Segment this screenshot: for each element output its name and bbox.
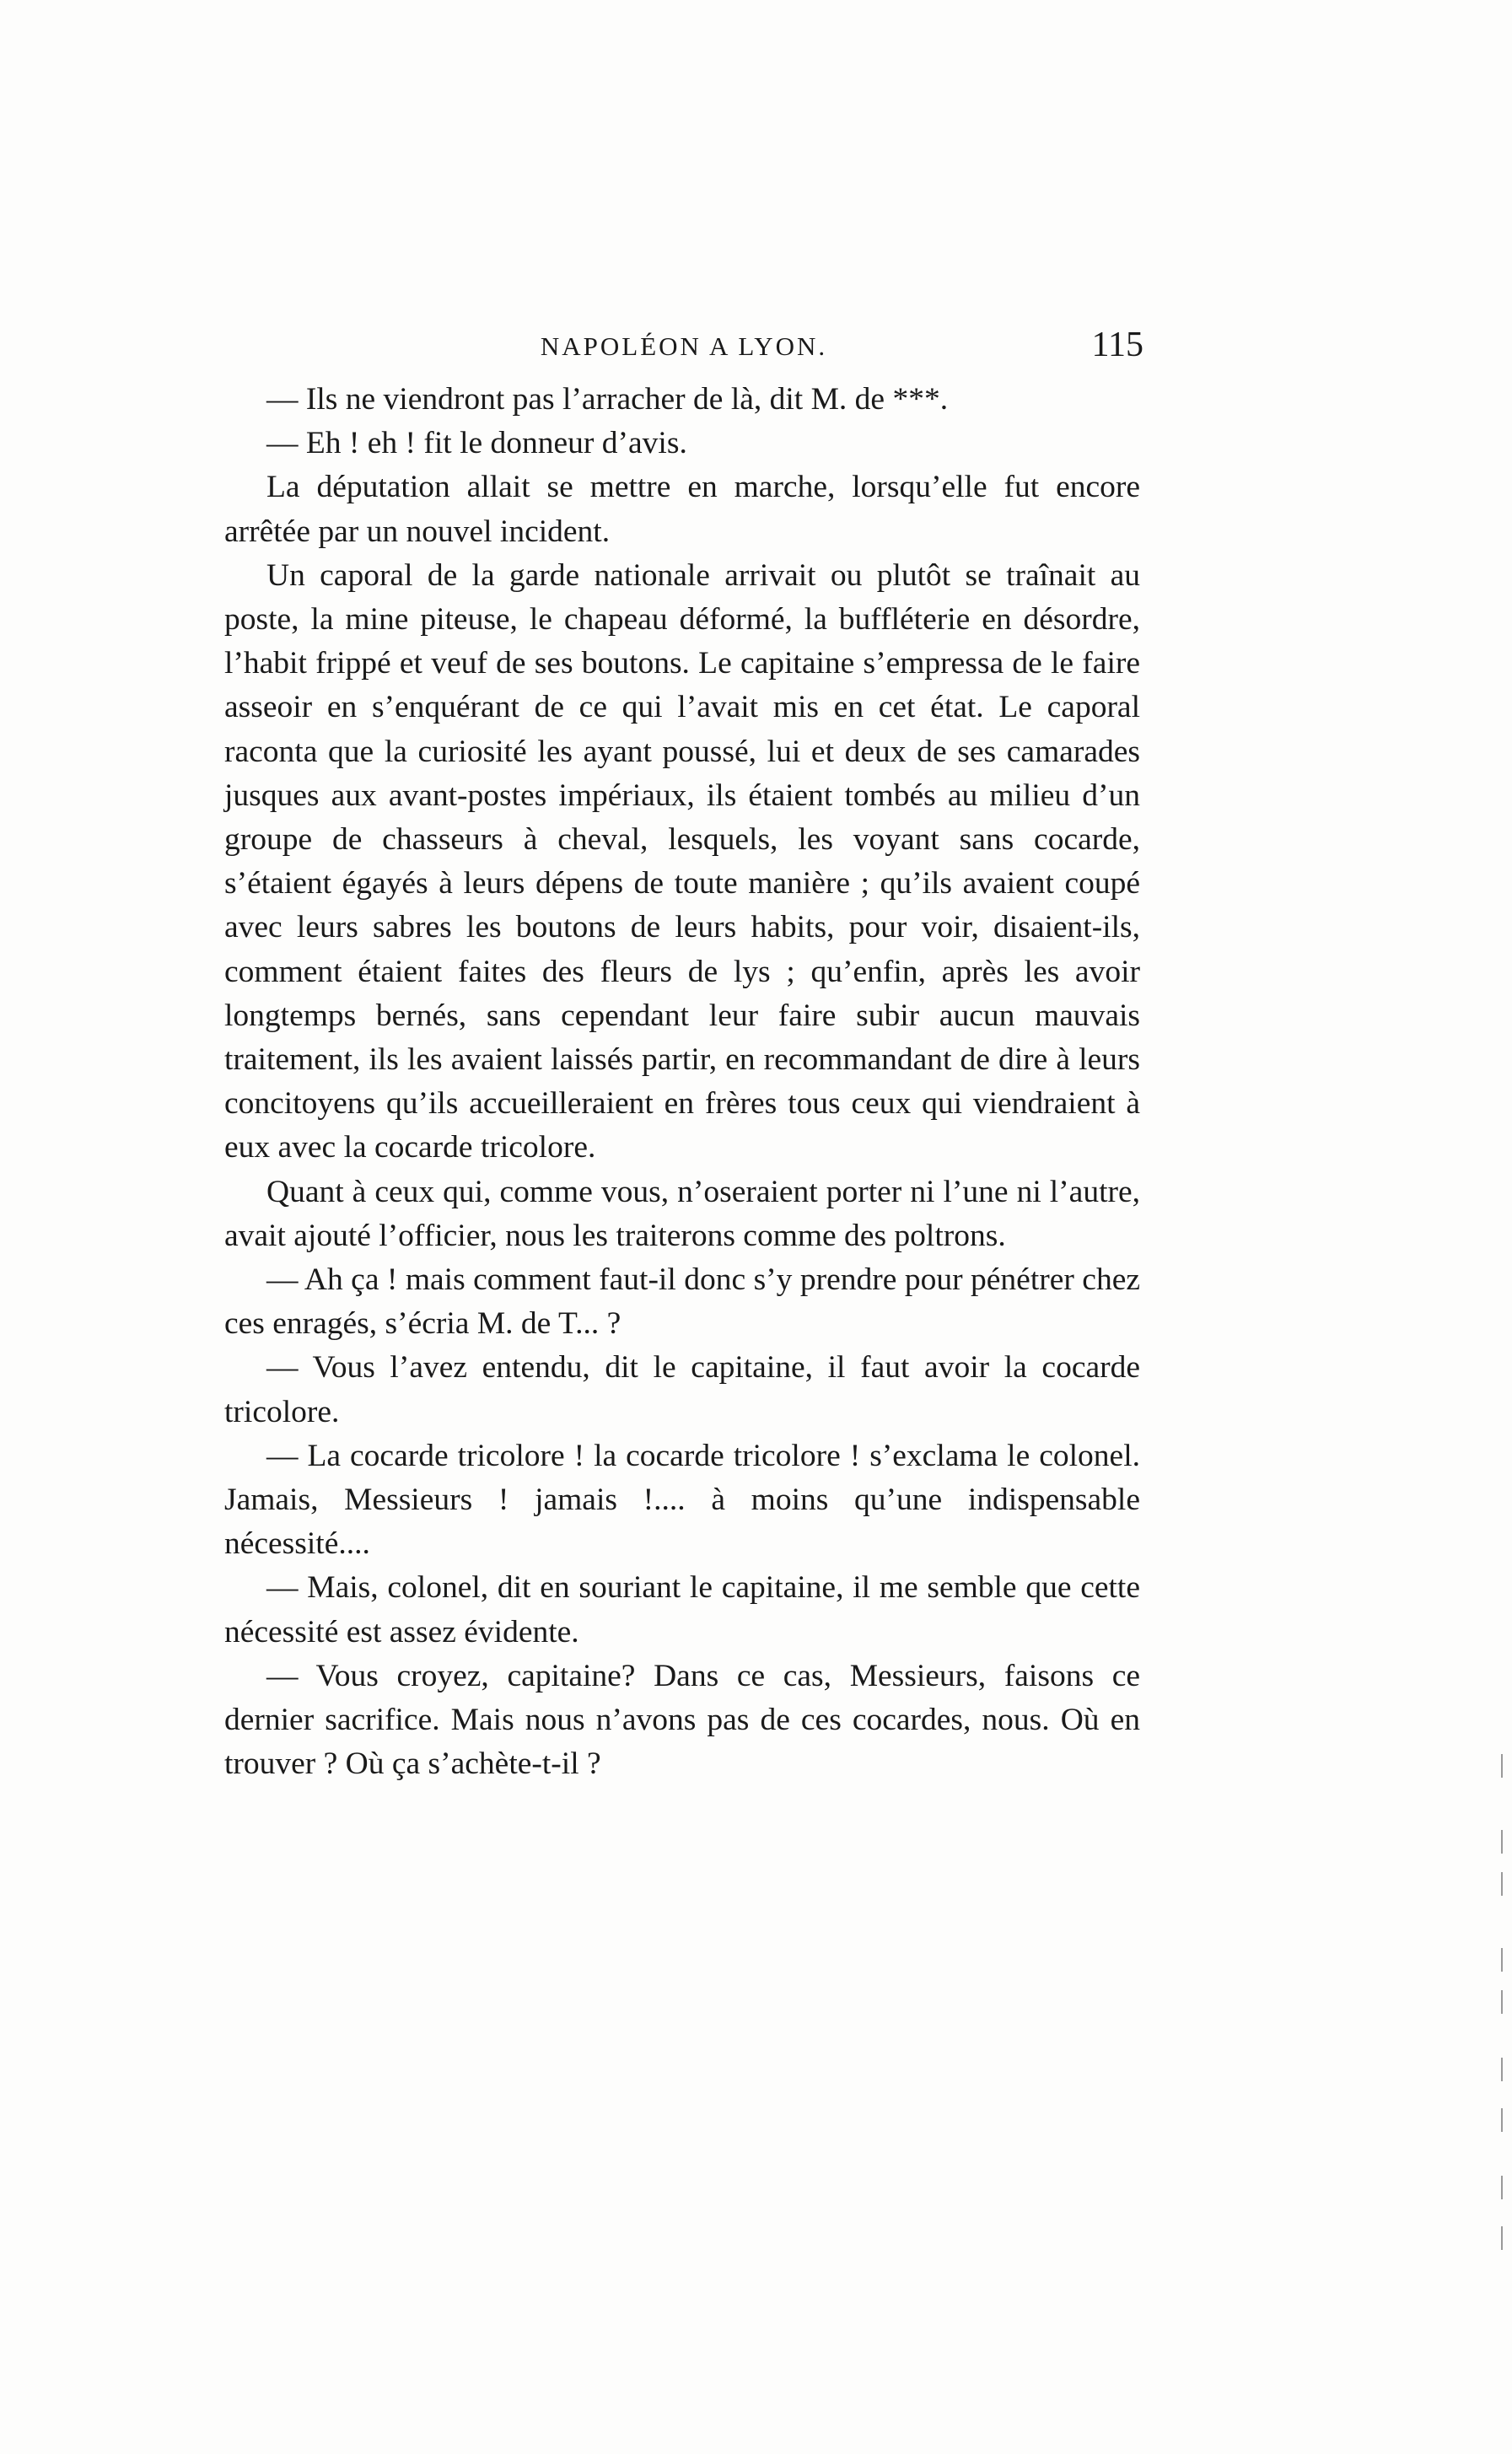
page-number: 115 <box>1091 326 1143 364</box>
running-head <box>224 325 1143 375</box>
paragraph: — La cocarde tricolore ! la cocarde tricolore ! s’exclama le colonel. Jamais, Messieurs ! jamais !.... à moins qu’une indispensable nécessité.... <box>224 1438 1140 1562</box>
gutter-mark <box>1501 1830 1503 1854</box>
paragraph: — Ils ne viendront pas l’arracher de là, dit M. de ***. <box>266 382 949 417</box>
gutter-mark <box>1501 1948 1503 1972</box>
paragraph: — Vous l’avez entendu, dit le capitaine, il faut avoir la cocarde tricolore. <box>224 1350 1140 1429</box>
paragraph: Un caporal de la garde nationale arrivait ou plutôt se traînait au poste, la mine piteuse, le chapeau déformé, la buffléterie en désordre, l’habit frippé et veuf de ses boutons. Le capitaine s’empressa de le faire asseoir en s’enquérant de ce qui l’avait mis en cet état. Le caporal raconta que la curiosité les ayant poussé, lui et deux de ses camarades jusques aux avant-postes impériaux, ils étaient tombés au milieu d’un groupe de chasseurs à cheval, lesquels, les voyant sans cocarde, s’étaient égayés à leurs dépens de toute manière ; qu’ils avaient coupé avec leurs sabres les boutons de leurs habits, pour voir, disaient-ils, comment étaient faites des fleurs de lys ; qu’enfin, après les avoir longtemps bernés, sans cependant leur faire subir aucun mauvais traitement, ils les avaient laissés partir, en recommandant de dire à leurs concitoyens qu’ils accueilleraient en frères tous ceux qui viendraient à eux avec la cocarde tricolore. <box>224 557 1140 1165</box>
scan-gutter-marks <box>1501 1754 1504 2277</box>
gutter-mark <box>1501 1754 1503 1778</box>
running-title: NAPOLÉON A LYON. <box>540 331 828 361</box>
gutter-mark <box>1501 2176 1503 2199</box>
paragraph: — Vous croyez, capitaine? Dans ce cas, Messieurs, faisons ce dernier sacrifice. Mais nous n’avons pas de ces cocardes, nous. Où en trouver ? Où ça s’achète-t-il ? <box>224 1658 1140 1782</box>
body-text <box>224 378 1140 1787</box>
paragraph: — Mais, colonel, dit en souriant le capitaine, il me semble que cette nécessité est assez évidente. <box>224 1570 1140 1649</box>
gutter-mark <box>1501 2226 1503 2250</box>
paragraph: Quant à ceux qui, comme vous, n’oseraient porter ni l’une ni l’autre, avait ajouté l’officier, nous les traiterons comme des poltrons. <box>224 1174 1140 1253</box>
gutter-mark <box>1501 2108 1503 2132</box>
gutter-mark <box>1501 1990 1503 2014</box>
paragraph: — Ah ça ! mais comment faut-il donc s’y prendre pour pénétrer chez ces enragés, s’écria M. de T... ? <box>224 1262 1140 1342</box>
gutter-mark <box>1501 2058 1503 2081</box>
paragraph: La députation allait se mettre en marche, lorsqu’elle fut encore arrêtée par un nouvel incident. <box>224 470 1140 549</box>
paragraph: — Eh ! eh ! fit le donneur d’avis. <box>266 426 687 461</box>
gutter-mark <box>1501 1872 1503 1896</box>
